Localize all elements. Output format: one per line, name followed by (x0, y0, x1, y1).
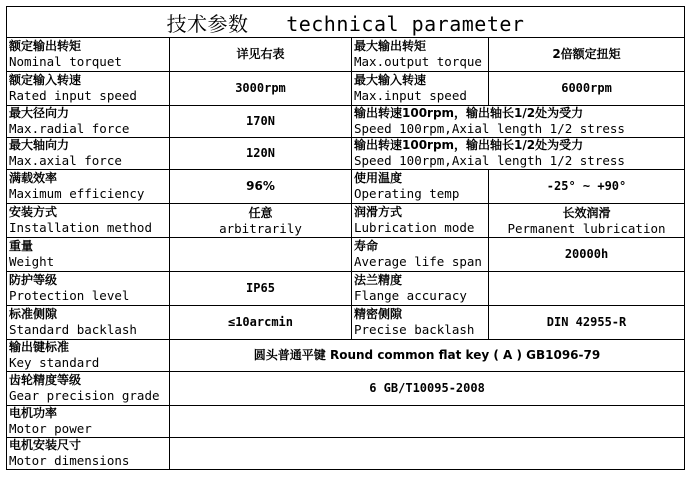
label-zh: 电机安装尺寸 (9, 438, 82, 452)
table-row (7, 306, 685, 340)
label-cell (7, 170, 170, 204)
label-cell (7, 372, 170, 406)
value-text: -25° ~ +90° (546, 179, 627, 193)
table-row (7, 138, 685, 170)
label-cell (352, 72, 489, 106)
table-row (7, 438, 685, 470)
label-zh: 最大轴向力 (9, 138, 70, 152)
value-cell (170, 72, 352, 106)
label-en: Installation method (9, 220, 152, 235)
note-cell (352, 138, 685, 170)
value-cell (489, 72, 685, 106)
span-value-cell (170, 438, 685, 470)
label-zh: 润滑方式 (354, 205, 403, 219)
note-zh: 输出转速100rpm，输出轴长1/2处为受力 (354, 138, 584, 152)
label-cell (7, 272, 170, 306)
value-cell (489, 272, 685, 306)
label-zh: 法兰精度 (354, 273, 403, 287)
label-cell (352, 272, 489, 306)
value-text: 170N (246, 114, 275, 128)
value-text: 6 GB/T10095-2008 (369, 381, 485, 395)
label-en: Motor dimensions (9, 453, 130, 468)
label-cell (7, 238, 170, 272)
value-cell (489, 306, 685, 340)
span-value-cell (170, 406, 685, 438)
title-en: technical parameter (286, 11, 525, 36)
table-row (7, 204, 685, 238)
value-cell (489, 170, 685, 204)
value-cell (170, 204, 352, 238)
label-cell (352, 306, 489, 340)
label-cell (352, 170, 489, 204)
label-en: Lubrication mode (354, 220, 475, 235)
note-zh: 输出转速100rpm，输出轴长1/2处为受力 (354, 106, 584, 120)
value-zh: 任意 (248, 205, 273, 220)
label-cell (352, 238, 489, 272)
label-zh: 齿轮精度等级 (9, 373, 82, 387)
value-en: arbitrarily (219, 220, 302, 236)
label-en: Motor power (9, 421, 92, 436)
label-en: Max.input speed (354, 88, 467, 103)
value-text: 20000h (564, 247, 609, 261)
label-en: Precise backlash (354, 322, 475, 337)
table-row (7, 238, 685, 272)
label-zh: 寿命 (354, 239, 379, 253)
label-en: Weight (9, 254, 55, 269)
value-text: 6000rpm (561, 81, 612, 95)
label-zh: 额定输出转矩 (9, 39, 82, 53)
label-cell (7, 406, 170, 438)
table-row (7, 72, 685, 106)
table-row (7, 340, 685, 372)
value-cell (489, 204, 685, 238)
label-zh: 标准侧隙 (9, 307, 58, 321)
label-en: Max.radial force (9, 121, 130, 136)
label-cell (7, 106, 170, 138)
label-zh: 最大输入转速 (354, 73, 427, 87)
label-en: Standard backlash (9, 322, 137, 337)
value-cell: 2倍额定扭矩 (489, 38, 685, 72)
label-cell (352, 38, 489, 72)
label-cell (7, 204, 170, 238)
label-en: Operating temp (354, 186, 460, 201)
value-text: ≤10arcmin (227, 315, 294, 329)
label-en: Average life span (354, 254, 482, 269)
title-cn: 技术参数 (166, 11, 249, 36)
label-zh: 使用温度 (354, 171, 403, 185)
value-zh: 长效润滑 (562, 205, 611, 220)
value-text: IP65 (246, 281, 275, 295)
value-cell: 96% (170, 170, 352, 204)
label-en: Nominal torquet (9, 54, 122, 69)
label-zh: 最大径向力 (9, 106, 70, 120)
label-zh: 额定输入转速 (9, 73, 82, 87)
note-cell (352, 106, 685, 138)
label-cell (7, 306, 170, 340)
table-row (7, 38, 685, 72)
value-cell (170, 238, 352, 272)
label-en: Flange accuracy (354, 288, 467, 303)
label-en: Maximum efficiency (9, 186, 145, 201)
technical-parameter-table (6, 6, 685, 470)
value-cell (489, 238, 685, 272)
span-value-cell (170, 372, 685, 406)
value-cell (170, 306, 352, 340)
table-row (7, 106, 685, 138)
label-en: Key standard (9, 355, 100, 370)
table-row (7, 272, 685, 306)
label-zh: 最大输出转矩 (354, 39, 427, 53)
value-cell: 详见右表 (170, 38, 352, 72)
label-zh: 重量 (9, 239, 34, 253)
label-zh: 输出键标准 (9, 340, 70, 354)
label-en: Rated input speed (9, 88, 137, 103)
label-en: Protection level (9, 288, 130, 303)
value-text: 120N (246, 146, 275, 160)
label-zh: 安装方式 (9, 205, 58, 219)
label-cell (7, 138, 170, 170)
table-row (7, 372, 685, 406)
value-cell (170, 106, 352, 138)
label-zh: 电机功率 (9, 406, 58, 420)
label-cell (7, 38, 170, 72)
label-en: Max.output torque (354, 54, 482, 69)
label-cell (7, 72, 170, 106)
note-en: Speed 100rpm,Axial length 1/2 stress (354, 121, 625, 136)
label-zh: 精密侧隙 (354, 307, 403, 321)
label-cell (7, 438, 170, 470)
value-cell (170, 272, 352, 306)
label-cell (7, 340, 170, 372)
span-value-cell: 圆头普通平键 Round common flat key ( A ) GB1096-79 (170, 340, 685, 372)
value-text: 3000rpm (235, 81, 286, 95)
table-title (7, 7, 685, 38)
note-en: Speed 100rpm,Axial length 1/2 stress (354, 153, 625, 168)
table-row (7, 406, 685, 438)
label-cell (352, 204, 489, 238)
table-row (7, 170, 685, 204)
label-en: Gear precision grade (9, 388, 160, 403)
value-text: DIN 42955-R (546, 315, 627, 329)
value-en: Permanent lubrication (507, 220, 666, 236)
label-en: Max.axial force (9, 153, 122, 168)
label-zh: 防护等级 (9, 273, 58, 287)
value-cell (170, 138, 352, 170)
label-zh: 满载效率 (9, 171, 58, 185)
